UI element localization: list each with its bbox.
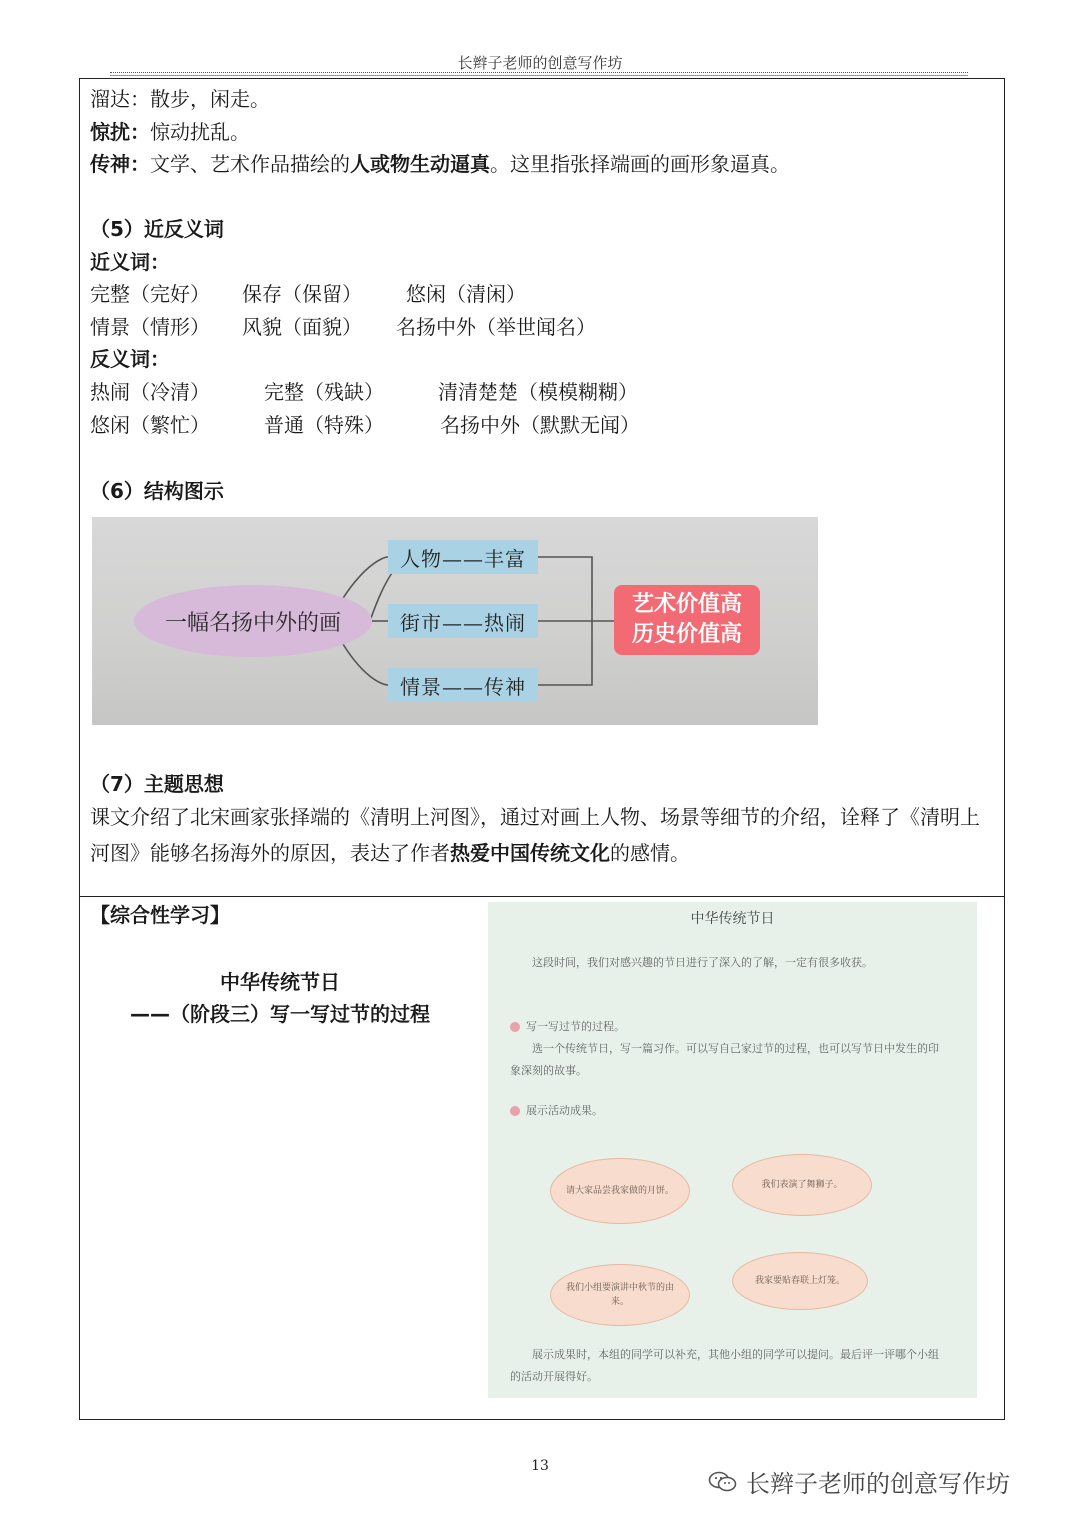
definition-term: 惊扰： — [90, 120, 150, 144]
diagram-center-node: 一幅名扬中外的画 — [134, 585, 372, 657]
section6-heading: （6）结构图示 — [90, 479, 224, 503]
definition-text-post: 。这里指张择端画的画形象逼真。 — [490, 152, 790, 176]
comprehensive-label: 【综合性学习】 — [90, 903, 230, 927]
speech-bubble: 请大家品尝我家做的月饼。 — [550, 1158, 690, 1224]
definition-text: 散步，闲走。 — [150, 87, 270, 111]
antonym-pair: 名扬中外（默默无闻） — [440, 413, 640, 437]
synonym-pair: 保存（保留） — [242, 282, 362, 306]
speech-bubble: 我们表演了舞狮子。 — [732, 1154, 872, 1216]
synonym-pair: 情景（情形） — [90, 315, 210, 339]
activity-title: 中华传统节日 — [220, 970, 340, 994]
watermark-text: 长辫子老师的创意写作坊 — [746, 1470, 1010, 1498]
speech-bubble: 我们小组要演讲中秋节的由来。 — [550, 1264, 690, 1326]
header-title: 长辫子老师的创意写作坊 — [457, 54, 623, 72]
definition-chuanshen — [90, 149, 790, 179]
book-step2 — [510, 1100, 940, 1122]
result-history-value: 历史价值高 — [631, 622, 742, 647]
antonym-pair: 热闹（冷清） — [90, 380, 210, 404]
book-step1 — [510, 1016, 940, 1038]
definition-text: 文学、艺术作品描绘的 — [150, 152, 350, 176]
synonyms-label: 近义词： — [90, 250, 170, 274]
definition-term: 传神： — [90, 152, 150, 176]
definition-liuda — [90, 84, 270, 114]
textbook-page-image — [488, 902, 977, 1398]
bullet-icon — [510, 1022, 520, 1032]
antonyms-row-2 — [90, 410, 640, 440]
diagram-branch-street: 街市——热闹 — [388, 604, 538, 638]
book-step2-title: 展示活动成果。 — [526, 1104, 603, 1117]
page-number: 13 — [531, 1458, 549, 1474]
header-divider — [110, 72, 968, 73]
wechat-icon — [708, 1470, 738, 1494]
watermark — [708, 1464, 1010, 1499]
section5-heading: （5）近反义词 — [90, 217, 224, 241]
book-title: 中华传统节日 — [690, 911, 775, 927]
definition-text: 惊动扰乱。 — [150, 120, 250, 144]
table-row-divider — [79, 896, 1005, 897]
synonym-pair: 风貌（面貌） — [242, 315, 362, 339]
definition-jingrao — [90, 117, 250, 147]
antonym-pair: 清清楚楚（模模糊糊） — [438, 380, 638, 404]
activity-subtitle: ——（阶段三）写一写过节的过程 — [130, 1002, 430, 1026]
synonym-pair: 悠闲（清闲） — [406, 282, 526, 306]
synonym-pair: 名扬中外（举世闻名） — [396, 315, 596, 339]
bullet-icon — [510, 1106, 520, 1116]
antonyms-label: 反义词： — [90, 347, 170, 371]
speech-bubble: 我家要贴春联上灯笼。 — [732, 1252, 868, 1310]
result-art-value: 艺术价值高 — [631, 592, 742, 617]
synonyms-row-2 — [90, 312, 596, 342]
definition-emphasis: 人或物生动逼真 — [350, 152, 490, 176]
definition-term: 溜达： — [90, 87, 150, 111]
book-step1-title: 写一写过节的过程。 — [526, 1020, 625, 1033]
theme-emphasis: 热爱中国传统文化 — [450, 841, 610, 865]
diagram-result-node — [614, 585, 760, 655]
theme-text-post: 的感情。 — [610, 841, 690, 865]
diagram-branch-scene: 情景——传神 — [388, 668, 538, 702]
antonyms-row-1 — [90, 377, 638, 407]
antonym-pair: 完整（残缺） — [264, 380, 384, 404]
synonym-pair: 完整（完好） — [90, 282, 210, 306]
header-divider-solid — [110, 75, 968, 76]
diagram-branch-people: 人物——丰富 — [388, 540, 538, 574]
book-step1-text: 选一个传统节日，写一篇习作。可以写自己家过节的过程，也可以写节日中发生的印象深刻的故事。 — [510, 1042, 939, 1077]
structure-diagram — [92, 517, 818, 725]
antonym-pair: 普通（特殊） — [264, 413, 384, 437]
theme-text: 课文介绍了北宋画家张择端的《清明上河图》，通过对画上人物、场景等细节的介绍，诠释了《清明上河图》能够名扬海外的原因，表达了作者 — [90, 805, 980, 865]
book-closing: 展示成果时，本组的同学可以补充，其他小组的同学可以提问。最后评一评哪个小组的活动开展得好。 — [510, 1348, 939, 1383]
theme-paragraph — [90, 799, 996, 871]
antonym-pair: 悠闲（繁忙） — [90, 413, 210, 437]
book-intro: 这段时间，我们对感兴趣的节日进行了深入的了解，一定有很多收获。 — [532, 956, 873, 969]
synonyms-row-1 — [90, 279, 526, 309]
section7-heading: （7）主题思想 — [90, 772, 224, 796]
